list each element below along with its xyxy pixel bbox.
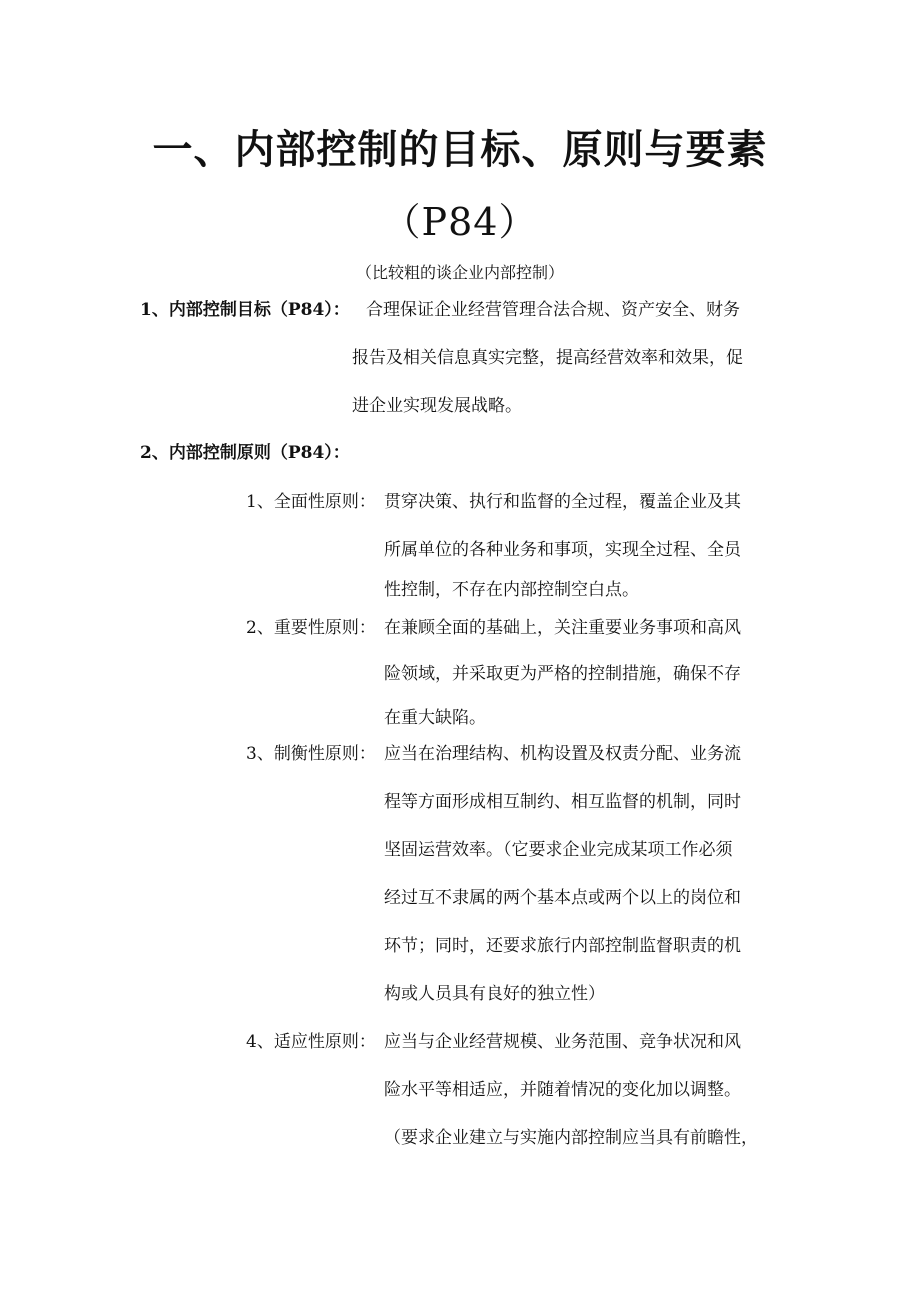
principle-text-line: 贯穿决策、执行和监督的全过程，覆盖企业及其: [384, 492, 741, 512]
principle-text-line: 构或人员具有良好的独立性）: [384, 984, 605, 1004]
principle-label: 4、适应性原则：: [246, 1032, 376, 1052]
principle-text-line: 在重大缺陷。: [384, 708, 486, 728]
principle-text-line: 在兼顾全面的基础上，关注重要业务事项和高风: [384, 618, 741, 638]
principle-text-line: 险水平等相适应，并随着情况的变化加以调整。: [384, 1080, 741, 1100]
page-subtitle: （比较粗的谈企业内部控制）: [355, 263, 564, 282]
principle-text-line: 性控制，不存在内部控制空白点。: [384, 580, 639, 600]
principle-text-line: 应当在治理结构、机构设置及权责分配、业务流: [384, 744, 741, 764]
page-title: 一、内部控制的目标、原则与要素: [152, 127, 768, 173]
principle-text-line: 经过互不隶属的两个基本点或两个以上的岗位和: [384, 888, 741, 908]
principle-label: 2、重要性原则：: [246, 618, 376, 638]
principle-text-line: 程等方面形成相互制约、相互监督的机制，同时: [384, 792, 741, 812]
principle-text-line: （要求企业建立与实施内部控制应当具有前瞻性，: [384, 1128, 758, 1148]
section1-heading: 1、内部控制目标（P84）：: [140, 300, 350, 320]
principle-text-line: 所属单位的各种业务和事项，实现全过程、全员: [384, 540, 741, 560]
principle-label: 3、制衡性原则：: [246, 744, 376, 764]
principle-label: 1、全面性原则：: [246, 492, 376, 512]
section2-heading: 2、内部控制原则（P84）：: [140, 443, 350, 463]
principle-text-line: 险领域，并采取更为严格的控制措施，确保不存: [384, 664, 741, 684]
principle-text-line: 应当与企业经营规模、业务范围、竞争状况和风: [384, 1032, 741, 1052]
page-title-reference: （P84）: [382, 200, 538, 244]
section1-text-line: 进企业实现发展战略。: [352, 396, 522, 416]
section1-text-line: 报告及相关信息真实完整，提高经营效率和效果，促: [352, 348, 743, 368]
principle-text-line: 环节；同时，还要求旅行内部控制监督职责的机: [384, 936, 741, 956]
principle-text-line: 坚固运营效率。（它要求企业完成某项工作必须: [384, 840, 733, 860]
section1-text-line: 合理保证企业经营管理合法合规、资产安全、财务: [366, 300, 740, 320]
